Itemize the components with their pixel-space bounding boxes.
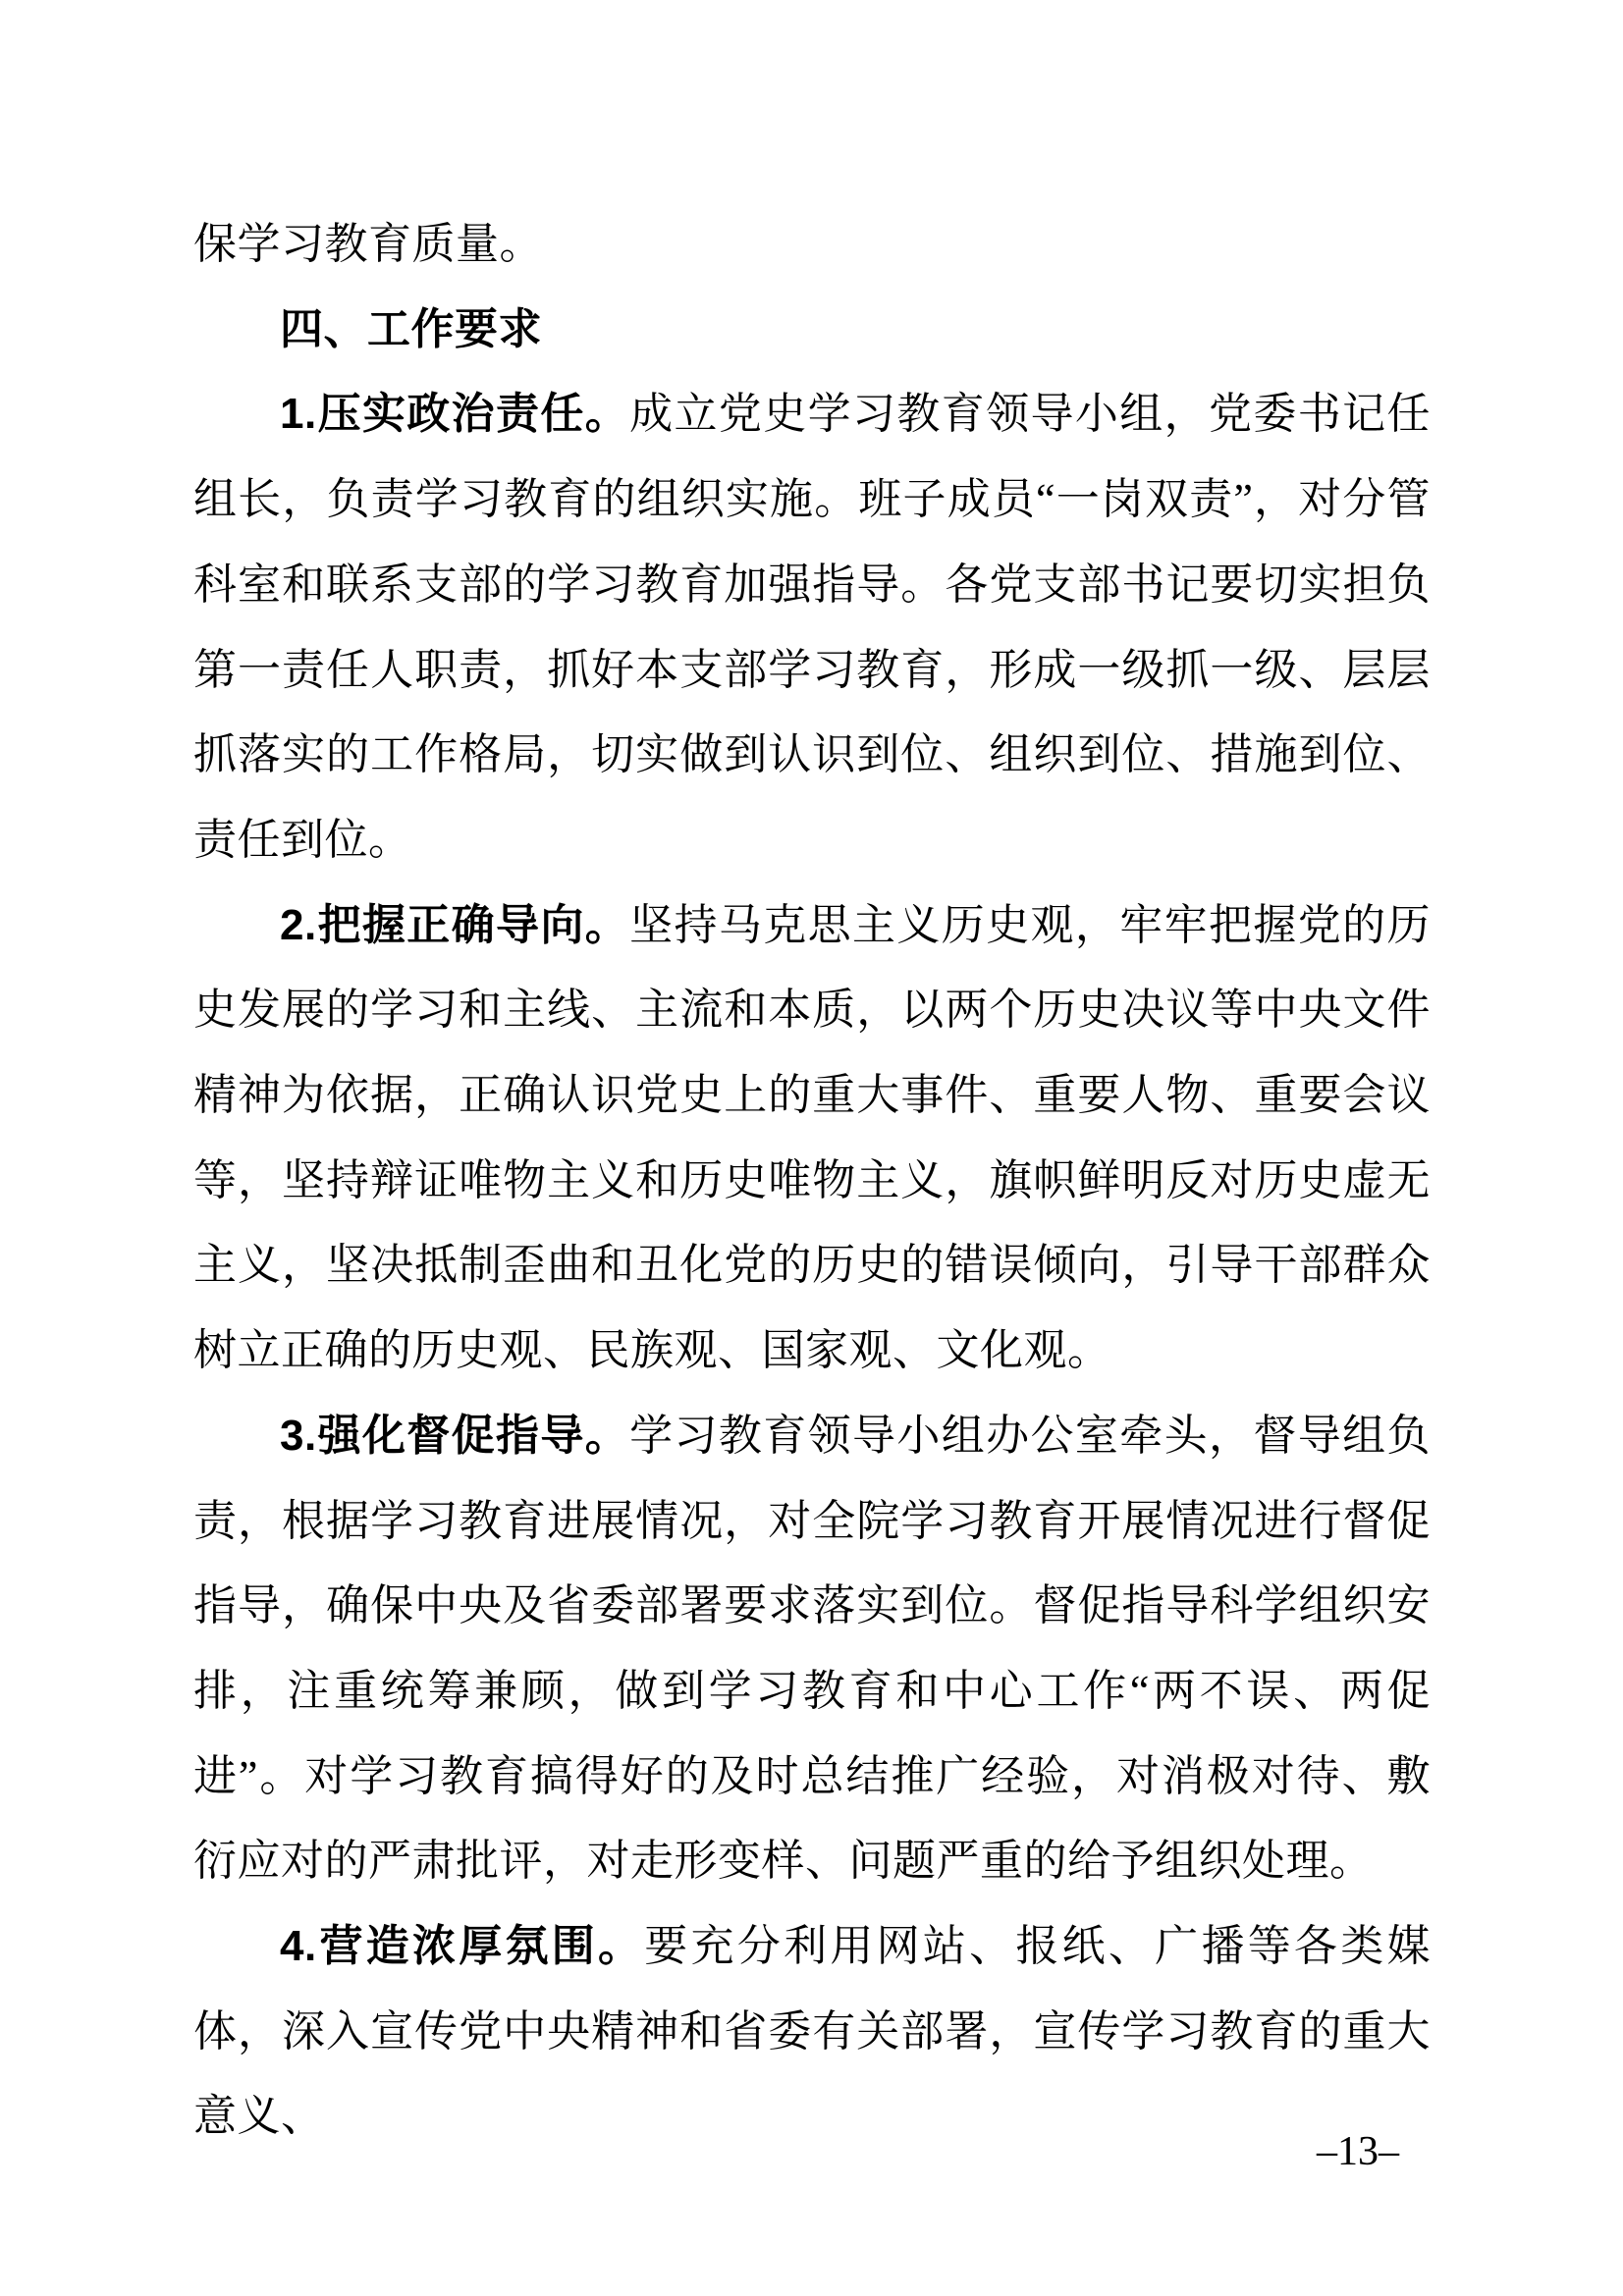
page-number: –13– <box>1317 2129 1399 2174</box>
paragraph-continuation: 保学习教育质量。 <box>193 220 543 268</box>
paragraph-2-text: 坚持马克思主义历史观，牢牢把握党的历史发展的学习和主线、主流和本质，以两个历史决议等中央文件精神为依据，正确认识党史上的重大事件、重要人物、重要会议等，坚持辩证唯物主义和历史唯物主义，旗帜鲜明反对历史虚无主义，坚决抵制歪曲和丑化党的历史的错误倾向，引导干部群众树立正确的历史观、民族观、国家观、文化观。 <box>193 900 1431 1375</box>
paragraph-3 <box>193 1394 1431 1904</box>
paragraph-1 <box>193 372 1431 882</box>
paragraph-4-label: 4.营造浓厚氛围。 <box>280 1922 645 1971</box>
paragraph-4 <box>193 1904 1431 2160</box>
paragraph-2-label: 2.把握正确导向。 <box>280 900 630 949</box>
paragraph-4-text: 要充分利用网站、报纸、广播等各类媒体，深入宣传党中央精神和省委有关部署，宣传学习教育的重大意义、 <box>193 1922 1431 2141</box>
paragraph-1-label: 1.压实政治责任。 <box>280 390 630 439</box>
document-body <box>193 202 1431 2160</box>
paragraph-3-text: 学习教育领导小组办公室牵头，督导组负责，根据学习教育进展情况，对全院学习教育开展情况进行督促指导，确保中央及省委部署要求落实到位。督促指导科学组织安排，注重统筹兼顾，做到学习教育和中心工作“两不误、两促进”。对学习教育搞得好的及时总结推广经验，对消极对待、敷衍应对的严肃批评，对走形变样、问题严重的给予组织处理。 <box>193 1411 1431 1886</box>
paragraph-3-label: 3.强化督促指导。 <box>280 1411 630 1460</box>
section-heading: 四、工作要求 <box>280 304 542 353</box>
paragraph-1-text: 成立党史学习教育领导小组，党委书记任组长，负责学习教育的组织实施。班子成员“一岗双责”，对分管科室和联系支部的学习教育加强指导。各党支部书记要切实担负第一责任人职责，抓好本支部学习教育，形成一级抓一级、层层抓落实的工作格局，切实做到认识到位、组织到位、措施到位、责任到位。 <box>193 390 1431 864</box>
paragraph-2 <box>193 883 1431 1394</box>
